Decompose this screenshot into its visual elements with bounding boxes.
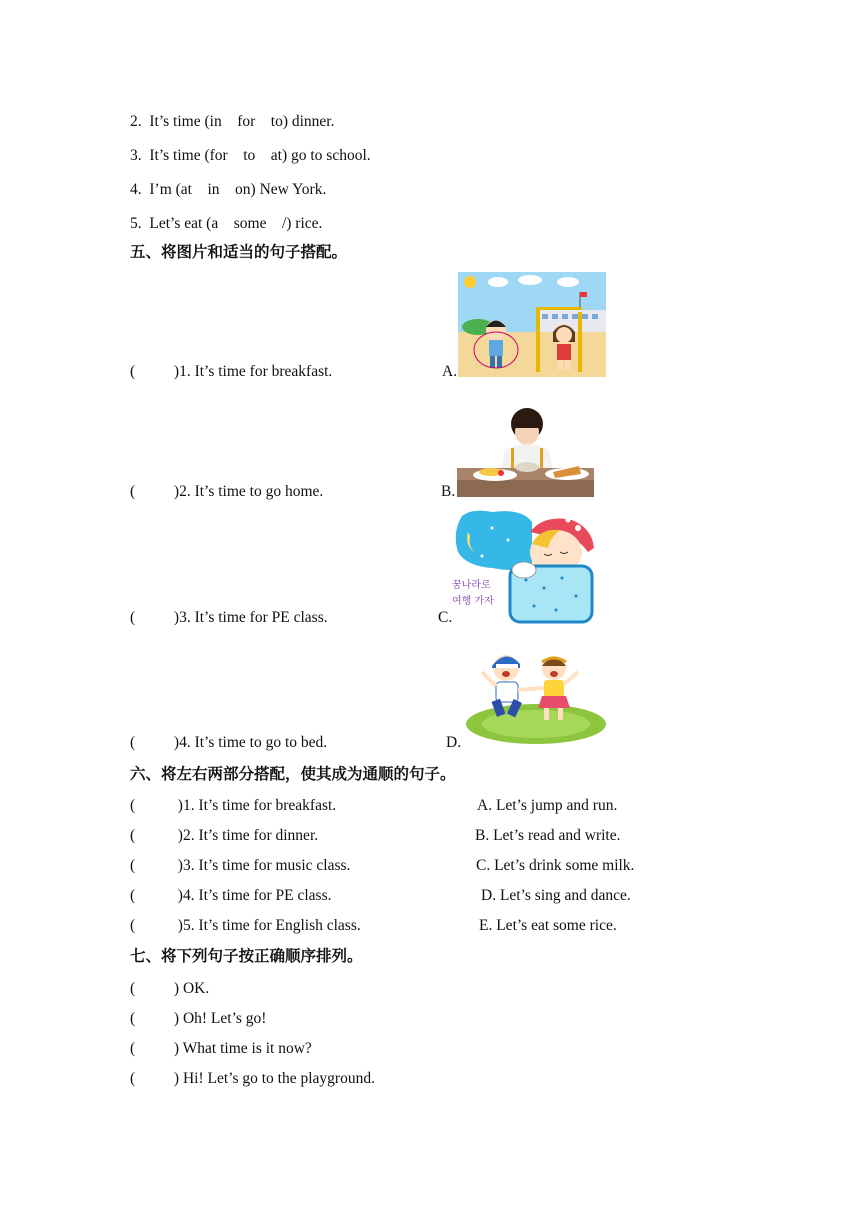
right-sentence: B. Let’s read and write. <box>475 827 621 844</box>
order-sentence: ( ) What time is it now? <box>130 1040 312 1057</box>
left-sentence: ( )1. It’s time for breakfast. <box>130 797 337 814</box>
exercise-line: 3. It’s time (for to at) go to school. <box>130 147 371 164</box>
right-sentence: E. Let’s eat some rice. <box>479 917 617 934</box>
section-heading: 五、将图片和适当的句子搭配。 <box>130 243 348 261</box>
left-sentence: ( )4. It’s time for PE class. <box>130 887 332 904</box>
match-sentence: ( )2. It’s time to go home. <box>130 483 324 500</box>
right-sentence: A. Let’s jump and run. <box>477 797 618 814</box>
left-sentence: ( )5. It’s time for English class. <box>130 917 361 934</box>
picture-letter: A. <box>442 363 458 380</box>
order-sentence: ( ) Hi! Let’s go to the playground. <box>130 1070 375 1087</box>
match-sentence: ( )1. It’s time for breakfast. <box>130 363 333 380</box>
right-sentence: D. Let’s sing and dance. <box>481 887 631 904</box>
picture-letter: B. <box>441 483 456 500</box>
breakfast-picture <box>457 400 594 497</box>
section-heading: 六、将左右两部分搭配，使其成为通顺的句子。 <box>130 765 456 783</box>
match-sentence: ( )4. It’s time to go to bed. <box>130 734 328 751</box>
section-heading: 七、将下列句子按正确顺序排列。 <box>130 947 363 965</box>
left-sentence: ( )3. It’s time for music class. <box>130 857 351 874</box>
left-sentence: ( )2. It’s time for dinner. <box>130 827 319 844</box>
exercise-line: 4. I’m (at in on) New York. <box>130 181 327 198</box>
pic-korean-text-2: 여행 가자 <box>452 596 494 607</box>
bedtime-picture <box>452 508 596 626</box>
playground-picture <box>458 272 606 377</box>
exercise-line: 2. It’s time (in for to) dinner. <box>130 113 335 130</box>
exercise-line: 5. Let’s eat (a some /) rice. <box>130 215 323 232</box>
right-sentence: C. Let’s drink some milk. <box>476 857 635 874</box>
picture-letter: D. <box>446 734 462 751</box>
kids-running-picture <box>462 642 606 746</box>
pic-korean-text-1: 꿈나라로 <box>452 580 491 591</box>
picture-letter: C. <box>438 609 453 626</box>
order-sentence: ( ) OK. <box>130 980 210 997</box>
match-sentence: ( )3. It’s time for PE class. <box>130 609 328 626</box>
order-sentence: ( ) Oh! Let’s go! <box>130 1010 267 1027</box>
